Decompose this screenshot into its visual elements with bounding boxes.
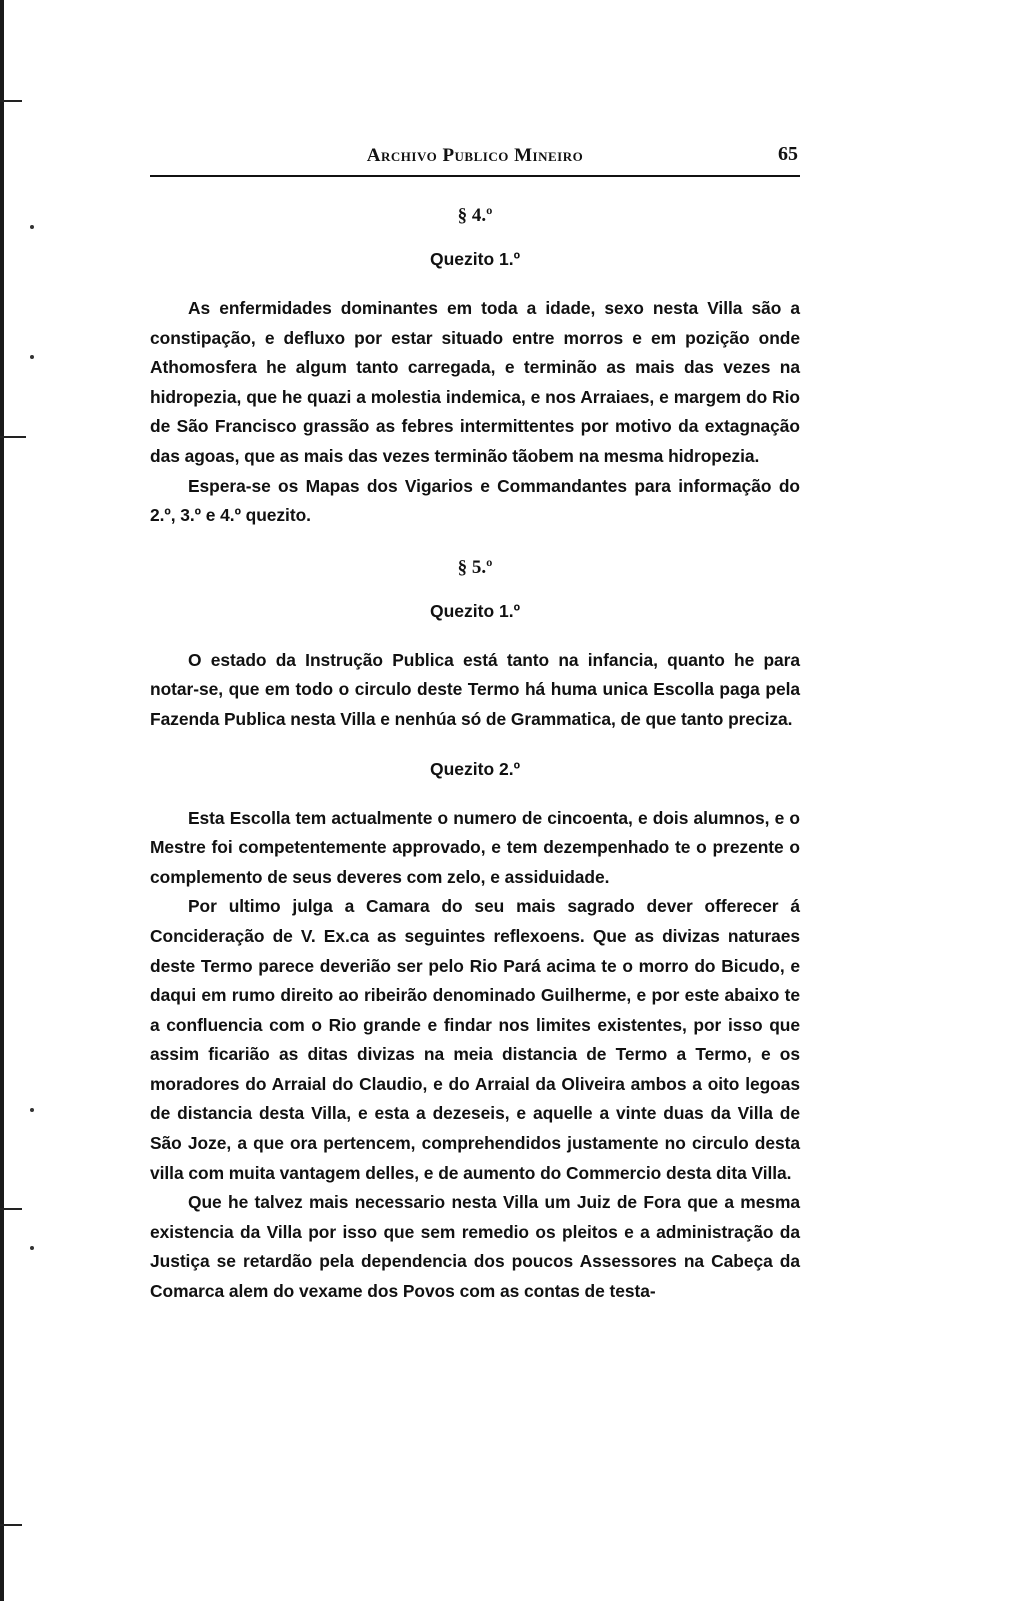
section-mark: § 4.º [457, 205, 493, 226]
header-rule [150, 175, 800, 177]
section-mark: § 5.º [457, 556, 493, 578]
paragraph: Por ultimo julga a Camara do seu mais sagrado dever offerecer á Concideração de V. Ex.ca as seguintes reflexoens. Que as divizas naturaes deste Termo parece deverião ser pelo Rio Pará acima te o morro do Bicudo, e daqui em rumo direito ao ribeirão denominado Guilherme, e por este abaixo te a confluencia com o Rio grande e findar nos limites existentes, por isso que assim ficarião as ditas divizas na meia distancia de Termo a Termo, e os moradores do Arraial do Claudio, e do Arraial da Oliveira ambos a oito legoas de distancia desta Villa, e esta a dezeseis, e aquelle a vinte duas da Villa de São Joze, a que ora pertencem, comprehendidos justamente no circulo desta villa com muita vantagem delles, e de aumento do Commercio desta dita Villa. [150, 896, 800, 1183]
question-heading: Quezito 1.º [429, 249, 520, 269]
margin-mark [0, 436, 26, 438]
running-head [150, 135, 800, 175]
speck [30, 225, 34, 229]
speck [30, 1108, 34, 1112]
paragraph: O estado da Instrução Publica está tanto na infancia, quanto he para notar-se, que em todo o circulo deste Termo há huma unica Escolla paga pela Fazenda Publica nesta Villa e nenhúa só de Grammatica, de que tanto preciza. [150, 649, 800, 729]
speck [30, 1246, 34, 1250]
paragraph: Esta Escolla tem actualmente o numero de cincoenta, e dois alumnos, e o Mestre foi competentemente approvado, e tem dezempenhado te o prezente o complemento de seus deveres com zelo, e assiduidade. [150, 807, 800, 887]
paragraph: Que he talvez mais necessario nesta Villa um Juiz de Fora que a mesma existencia da Villa por isso que sem remedio os pleitos e a administração da Justiça se retardão pela dependencia dos poucos Assessores na Cabeça da Comarca alem do vexame dos Povos com as contas de testa- [150, 1192, 800, 1302]
paragraph: As enfermidades dominantes em toda a idade, sexo nesta Villa são a constipação, e defluxo por estar situado entre morros e em pozição onde Athomosfera he algum tanto carregada, e terminão as mais das vezes na hidropezia, que he quazi a molestia indemica, e nos Arraiaes, e margem do Rio de São Francisco grassão as febres intermittentes por motivo da extagnação das agoas, que as mais das vezes terminão tãobem na mesma hidropezia. [150, 298, 800, 466]
page-number: 65 [778, 143, 798, 165]
question-heading: Quezito 1.º [429, 600, 520, 621]
margin-mark [0, 1208, 22, 1210]
speck [30, 355, 34, 359]
margin-mark [0, 1524, 22, 1526]
page-spine-edge [0, 0, 4, 1601]
document-page [150, 135, 800, 1307]
question-heading: Quezito 2.º [429, 758, 520, 779]
paragraph: Espera-se os Mapas dos Vigarios e Commandantes para informação do 2.º, 3.º e 4.º quezito. [150, 475, 800, 526]
running-title: Archivo Publico Mineiro [366, 145, 584, 166]
margin-mark [0, 100, 22, 102]
